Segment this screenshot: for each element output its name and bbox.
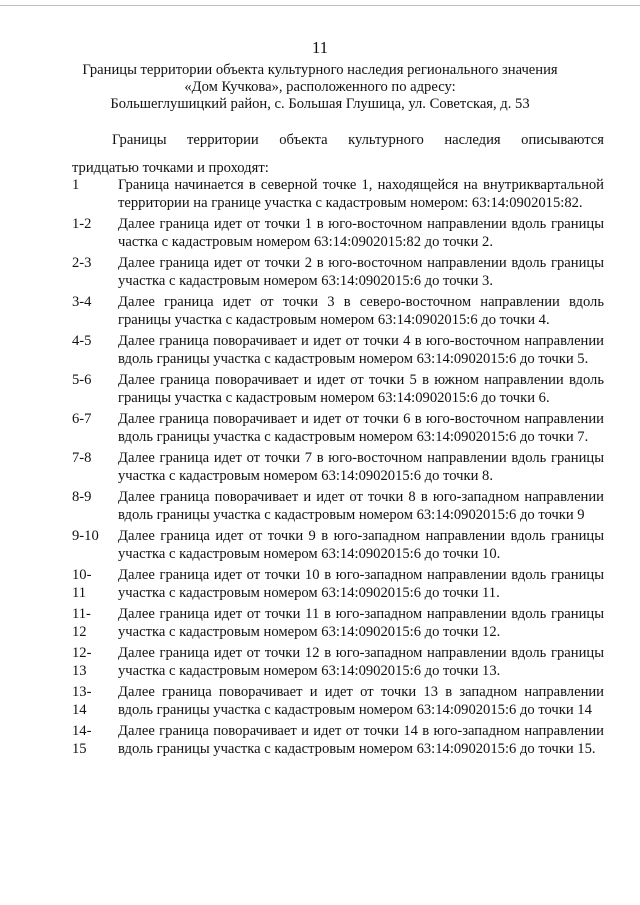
boundary-point <box>72 488 604 524</box>
boundary-point <box>72 254 604 290</box>
point-number: 7-8 <box>72 450 92 466</box>
boundary-point <box>72 215 604 251</box>
page-number: 11 <box>311 38 329 57</box>
point-description: Далее граница поворачивает и идет от точки 8 в юго-западном направлении вдоль границы участка с кадастровым номером 63:14:0902015:6 до точки 9 <box>118 489 604 523</box>
heading-line: «Дом Кучкова», расположенного по адресу: <box>184 79 456 95</box>
point-description: Далее граница поворачивает и идет от точки 5 в южном направлении вдоль границы участка с кадастровым номером 63:14:0902015:6 до точки 6. <box>118 372 604 406</box>
intro-line: Границы территории объекта культурного наследия описываются <box>112 132 604 148</box>
point-number: 3-4 <box>72 294 92 310</box>
point-number: 5-6 <box>72 372 92 388</box>
point-description: Граница начинается в северной точке 1, находящейся на внутриквартальной территории на границе участка с кадастровым номером: 63:14:0902015:82. <box>118 177 604 211</box>
boundary-points-list <box>72 176 604 761</box>
point-number: 9-10 <box>72 528 99 544</box>
point-description: Далее граница идет от точки 2 в юго-восточном направлении вдоль границы участка с кадастровым номером 63:14:0902015:6 до точки 3. <box>118 255 604 289</box>
point-description: Далее граница идет от точки 9 в юго-западном направлении вдоль границы участка с кадастровым номером 63:14:0902015:6 до точки 10. <box>118 528 604 562</box>
point-number: 1 <box>72 177 80 193</box>
point-description: Далее граница поворачивает и идет от точки 13 в западном направлении вдоль границы участка с кадастровым номером 63:14:0902015:6 до точки 14 <box>118 684 604 718</box>
heading-line: Границы территории объекта культурного наследия регионального значения <box>82 62 558 78</box>
boundary-point <box>72 527 604 563</box>
point-description: Далее граница идет от точки 10 в юго-западном направлении вдоль границы участка с кадастровым номером 63:14:0902015:6 до точки 11. <box>118 567 604 601</box>
point-number: 10- 11 <box>72 567 92 601</box>
point-description: Далее граница поворачивает и идет от точки 14 в юго-западном направлении вдоль границы участка с кадастровым номером 63:14:0902015:6 до точки 15. <box>118 723 604 757</box>
point-number: 2-3 <box>72 255 92 271</box>
point-description: Далее граница идет от точки 1 в юго-восточном направлении вдоль границы частка с кадастровым номером 63:14:0902015:82 до точки 2. <box>118 216 604 250</box>
point-number: 4-5 <box>72 333 92 349</box>
point-number: 11- 12 <box>72 606 91 640</box>
boundary-point <box>72 449 604 485</box>
boundary-point <box>72 293 604 329</box>
heading-line: Большеглушицкий район, с. Большая Глушица, ул. Советская, д. 53 <box>110 96 530 112</box>
boundary-point <box>72 722 604 758</box>
boundary-point <box>72 605 604 641</box>
boundary-point <box>72 683 604 719</box>
document-heading <box>30 62 610 113</box>
point-number: 13- 14 <box>72 684 92 718</box>
boundary-point <box>72 332 604 368</box>
boundary-point <box>72 176 604 212</box>
point-number: 1-2 <box>72 216 92 232</box>
point-number: 8-9 <box>72 489 92 505</box>
point-number: 12- 13 <box>72 645 92 679</box>
intro-line: тридцатью точками и проходят: <box>72 160 269 176</box>
point-description: Далее граница идет от точки 7 в юго-восточном направлении вдоль границы участка с кадастровым номером 63:14:0902015:6 до точки 8. <box>118 450 604 484</box>
point-description: Далее граница идет от точки 12 в юго-западном направлении вдоль границы участка с кадастровым номером 63:14:0902015:6 до точки 13. <box>118 645 604 679</box>
point-number: 14- 15 <box>72 723 92 757</box>
boundary-point <box>72 644 604 680</box>
intro-paragraph <box>72 126 604 182</box>
point-description: Далее граница идет от точки 11 в юго-западном направлении вдоль границы участка с кадастровым номером 63:14:0902015:6 до точки 12. <box>118 606 604 640</box>
point-description: Далее граница поворачивает и идет от точки 4 в юго-восточном направлении вдоль границы участка с кадастровым номером 63:14:0902015:6 до точки 5. <box>118 333 604 367</box>
scan-edge-line <box>0 5 640 6</box>
point-description: Далее граница поворачивает и идет от точки 6 в юго-восточном направлении вдоль границы участка с кадастровым номером 63:14:0902015:6 до точки 7. <box>118 411 604 445</box>
boundary-point <box>72 410 604 446</box>
boundary-point <box>72 566 604 602</box>
point-description: Далее граница идет от точки 3 в северо-восточном направлении вдоль границы участка с кадастровым номером 63:14:0902015:6 до точки 4. <box>118 294 604 328</box>
point-number: 6-7 <box>72 411 92 427</box>
boundary-point <box>72 371 604 407</box>
